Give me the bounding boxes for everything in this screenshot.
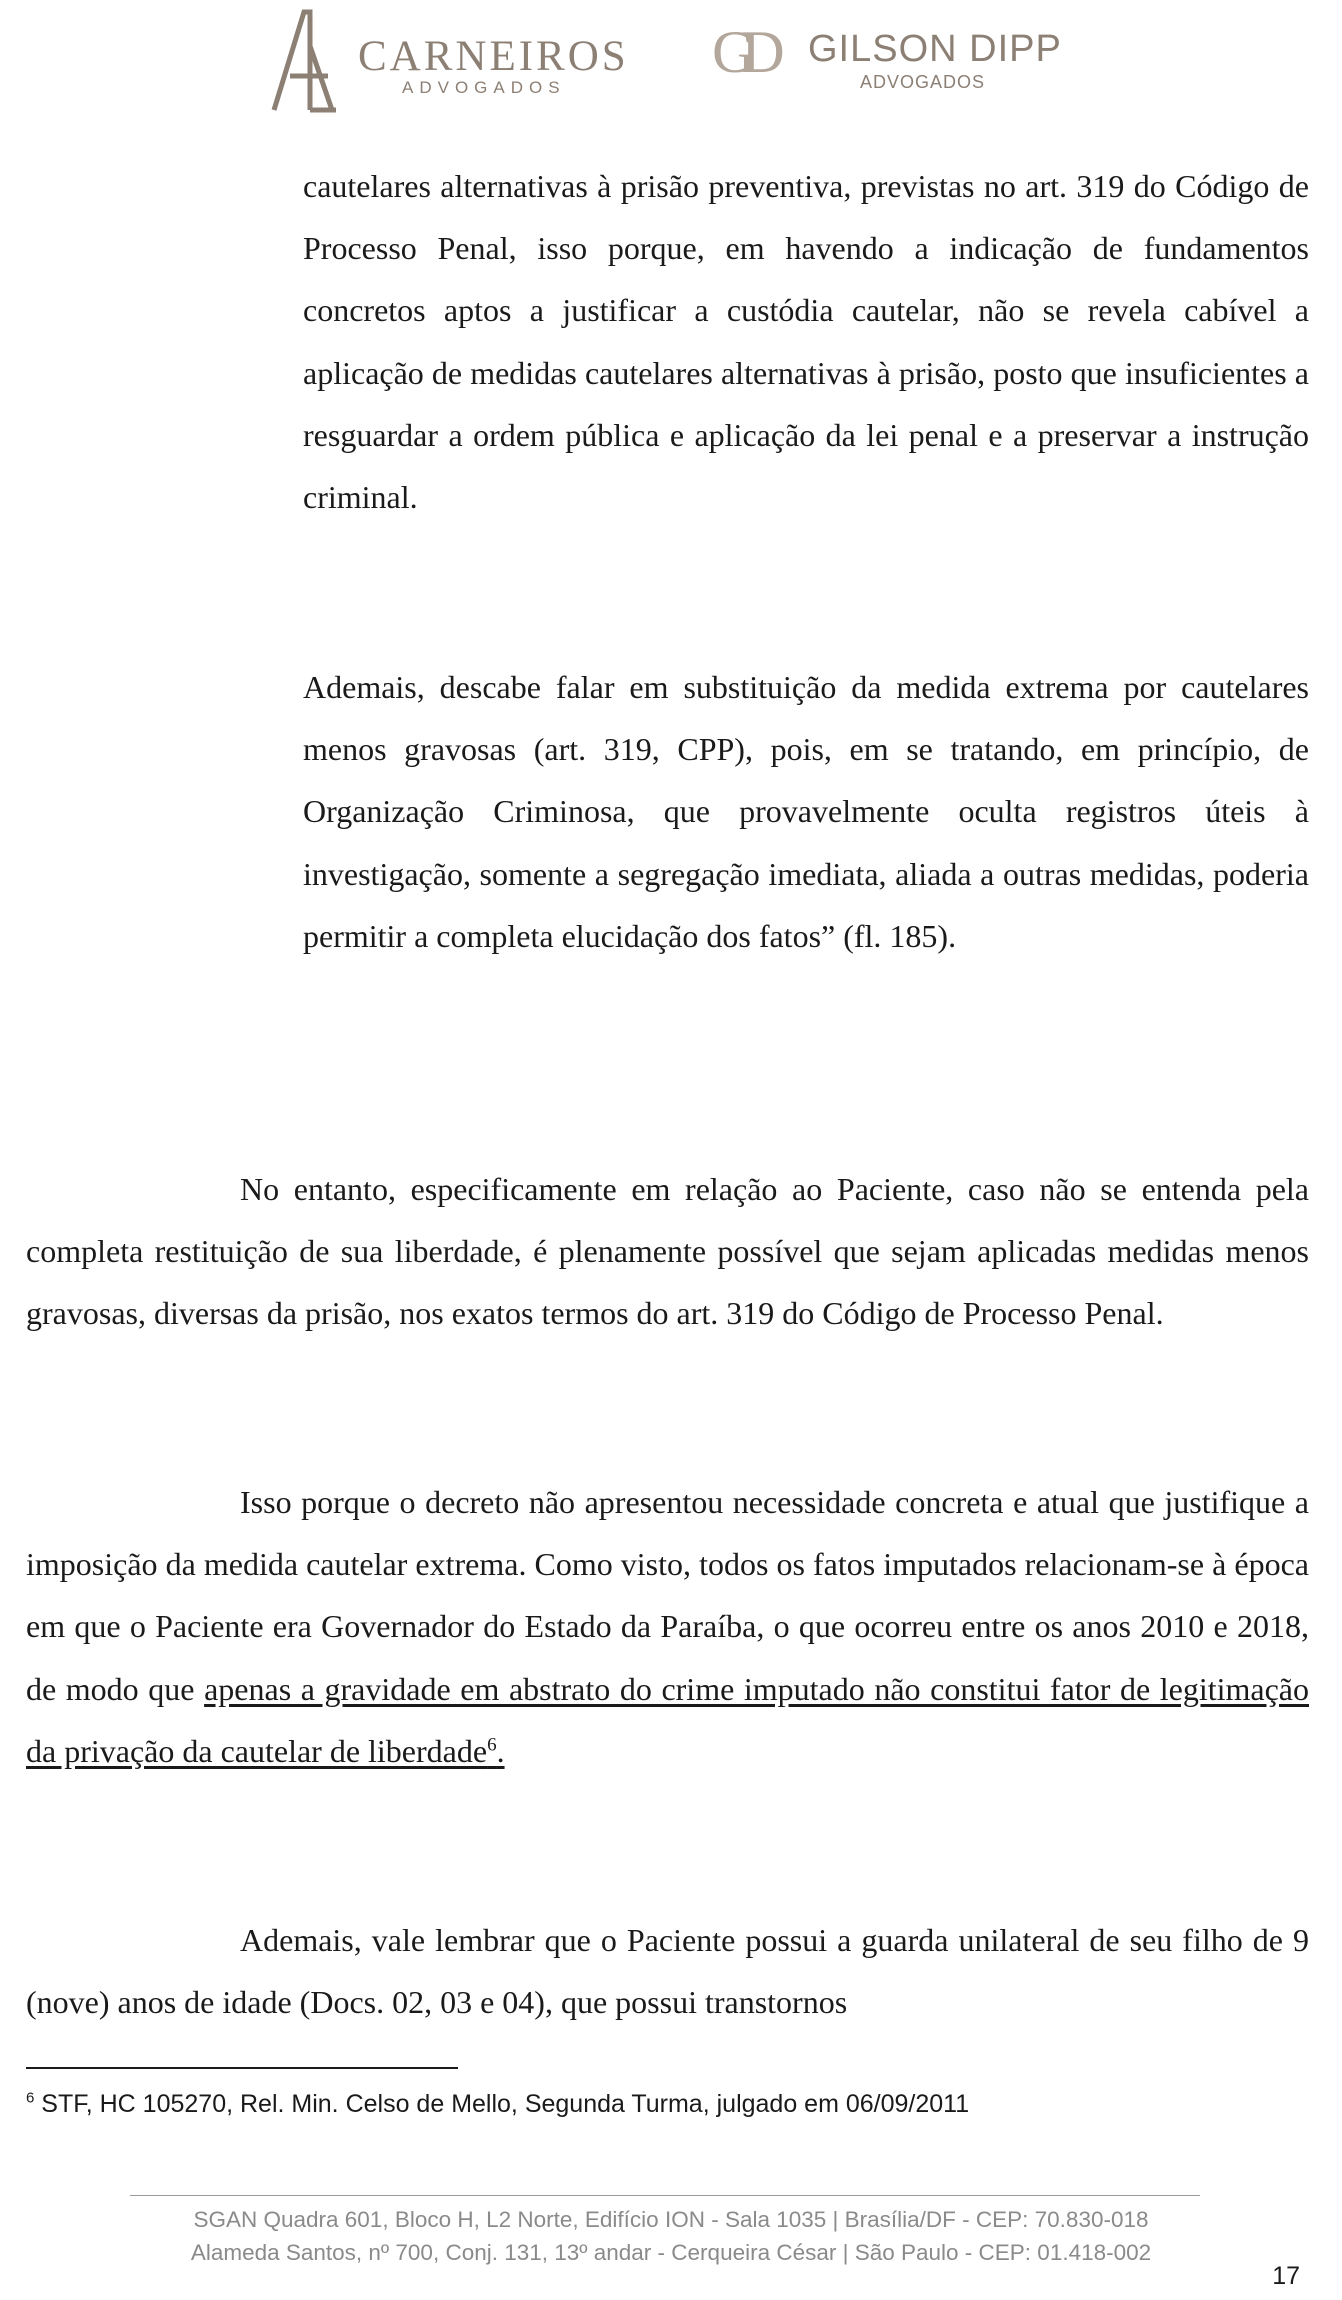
carneiros-subtitle: ADVOGADOS	[402, 78, 566, 97]
body-paragraph-2	[26, 1471, 1309, 1782]
gilson-dipp-logo	[712, 20, 1072, 110]
paragraph-2-underlined-text: apenas a gravidade em abstrato do crime imputado não constitui fator de legitimação da privação da cautelar de liberdade$^6$.	[26, 1670, 1310, 1769]
footnote-text: STF, HC 105270, Rel. Min. Celso de Mello, Segunda Turma, julgado em 06/09/2011	[34, 2090, 970, 2118]
carneiros-emblem-icon	[270, 6, 350, 116]
gilson-dipp-monogram: GD	[712, 19, 771, 85]
footnote	[26, 2090, 969, 2119]
gilson-dipp-subtitle: ADVOGADOS	[860, 72, 986, 92]
footnote-number: 6	[26, 2089, 35, 2107]
body-paragraph-1: No entanto, especificamente em relação ao Paciente, caso não se entenda pela completa restituição de sua liberdade, é plenamente possível que sejam aplicadas medidas menos gravosas, diversas da prisão, nos exatos termos do art. 319 do Código de Processo Penal.	[26, 1171, 1309, 1332]
body-paragraph-3: Ademais, vale lembrar que o Paciente possui a guarda unilateral de seu filho de 9 (nove) anos de idade (Docs. 02, 03 e 04), que possui transtornos	[26, 1922, 1309, 2021]
quote-paragraph-2: Ademais, descabe falar em substituição da medida extrema por cautelares menos gravosas (art. 319, CPP), pois, em se tratando, em princípio, de Organização Criminosa, que provavelmente oculta registros úteis à investigação, somente a segregação imediata, aliada a outras medidas, poderia permitir a completa elucidação dos fatos” (fl. 185).	[303, 669, 1309, 954]
gilson-dipp-name: GILSON DIPP	[808, 28, 1062, 70]
letterhead	[0, 0, 1342, 120]
quote-paragraph-1: cautelares alternativas à prisão preventiva, previstas no art. 319 do Código de Processo Penal, isso porque, em havendo a indicação de fundamentos concretos aptos a justificar a custódia cautelar, não se revela cabível a aplicação de medidas cautelares alternativas à prisão, posto que insuficientes a resguardar a ordem pública e aplicação da lei penal e a preservar a instrução criminal.	[303, 168, 1309, 516]
paragraph-2-text: Isso porque o decreto não apresentou necessidade concreta e atual que justifique a imposição da medida cautelar extrema. Como visto, todos os fatos imputados relacionam-se à época em que o Paciente era Governador do Estado da Paraíba, o que ocorreu entre os anos 2010 e 2018, de modo que	[26, 1484, 1309, 1707]
footer-address-sao-paulo: Alameda Santos, nº 700, Conj. 131, 13º andar - Cerqueira César | São Paulo - CEP: 01.418-002	[190, 2240, 1152, 2265]
footnote-divider	[26, 2067, 458, 2069]
page-number: 17	[1272, 2262, 1300, 2290]
footer-address-brasilia: SGAN Quadra 601, Bloco H, L2 Norte, Edifício ION - Sala 1035 | Brasília/DF - CEP: 70.830-018	[193, 2207, 1149, 2232]
footer-divider	[130, 2195, 1200, 2196]
footnote-reference[interactable]: 6	[487, 1734, 497, 1756]
carneiros-logo	[270, 6, 640, 116]
carneiros-name: CARNEIROS	[358, 33, 629, 80]
